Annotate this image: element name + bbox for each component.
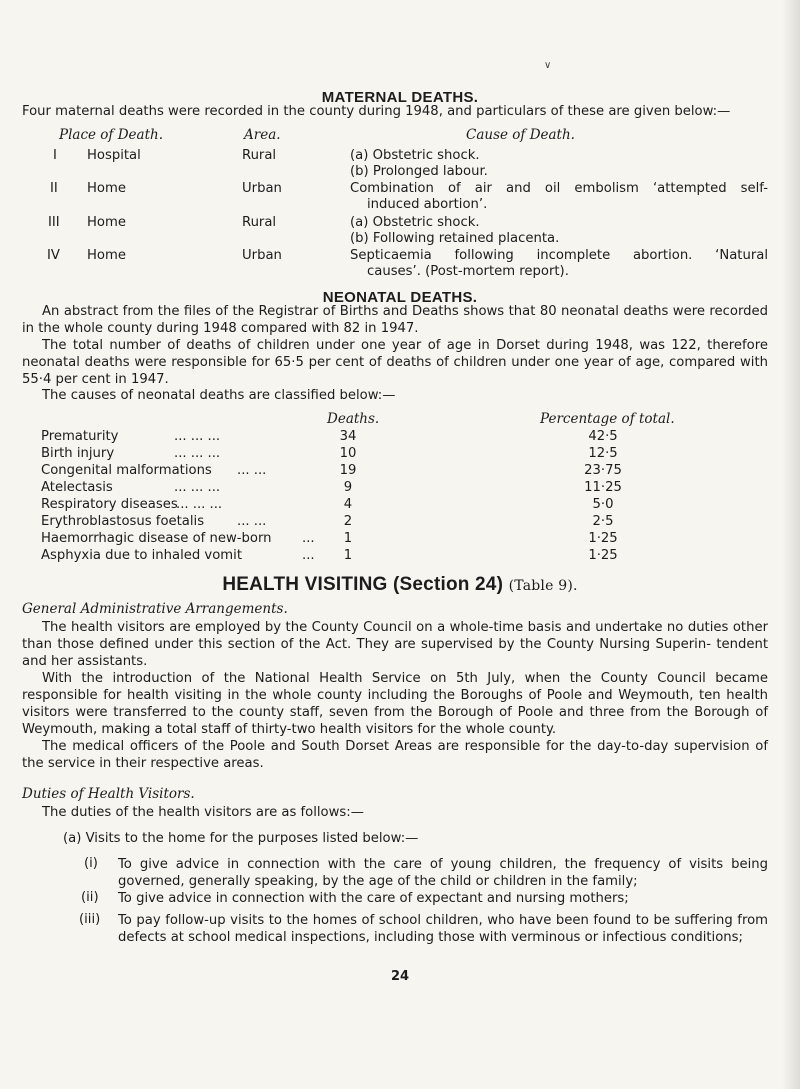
neonatal-percent-value: 5·0 — [592, 497, 614, 512]
header-deaths: Deaths. — [327, 411, 380, 427]
neonatal-percent-value: 11·25 — [584, 480, 622, 495]
maternal-row-area: Rural — [242, 148, 277, 163]
neonatal-percent-value: 23·75 — [584, 463, 622, 478]
leader-dots: ... ... — [237, 463, 267, 478]
neonatal-cause: Respiratory diseases — [41, 497, 178, 512]
maternal-row-cause-line: (b) Prolonged labour. — [350, 164, 488, 179]
maternal-row-num: IV — [47, 248, 60, 263]
health-visiting-title-text: HEALTH VISITING (Section 24) — [222, 574, 504, 595]
duties-heading: Duties of Health Visitors. — [22, 786, 195, 802]
maternal-row-area: Rural — [242, 215, 277, 230]
neonatal-percent-value: 42·5 — [588, 429, 618, 444]
header-place-of-death: Place of Death. — [59, 127, 163, 143]
maternal-row-cause-line: (a) Obstetric shock. — [350, 215, 480, 230]
stray-mark: ∨ — [544, 60, 552, 71]
neonatal-deaths-value: 4 — [343, 497, 353, 512]
neonatal-percent-value: 2·5 — [592, 514, 614, 529]
health-visiting-para-3: The medical officers of the Poole and South Dorset Areas are responsible for the day-to-day supervision of the service in their respective areas. — [22, 739, 768, 771]
neonatal-percent-value: 1·25 — [588, 531, 618, 546]
neonatal-deaths-value: 19 — [339, 463, 357, 478]
leader-dots: ... ... ... — [174, 446, 221, 461]
neonatal-deaths-value: 1 — [343, 531, 353, 546]
maternal-row-cause-line: (a) Obstetric shock. — [350, 148, 480, 163]
general-arrangements-heading: General Administrative Arrangements. — [22, 601, 288, 617]
duties-intro: The duties of the health visitors are as follows:— — [42, 805, 364, 820]
health-visiting-title — [0, 574, 800, 596]
leader-dots: ... ... ... — [176, 497, 223, 512]
header-area: Area. — [244, 127, 281, 143]
maternal-row-cause-line: causes’. (Post-mortem report). — [367, 264, 569, 279]
maternal-row-cause-line: Septicaemia following incomplete abortion. ‘Natural — [350, 248, 768, 263]
duty-subitem-text: To give advice in connection with the care of expectant and nursing mothers; — [118, 891, 629, 906]
maternal-row-area: Urban — [242, 248, 282, 263]
maternal-row-place: Home — [87, 248, 126, 263]
maternal-row-cause-line: Combination of air and oil embolism ‘attempted self- — [350, 181, 768, 196]
leader-dots: ... — [302, 548, 315, 563]
neonatal-para-2: The total number of deaths of children under one year of age in Dorset during 1948, was 122, therefore neonatal deaths were responsible for 65·5 per cent of deaths of children under one year of age, compared with 55·4 per cent in 1947. — [22, 338, 768, 387]
duty-subitem-number: (iii) — [79, 912, 101, 927]
neonatal-percent-value: 1·25 — [588, 548, 618, 563]
neonatal-percent-value: 12·5 — [588, 446, 618, 461]
neonatal-cause: Birth injury — [41, 446, 115, 461]
maternal-row-cause-line: induced abortion’. — [367, 197, 488, 212]
leader-dots: ... ... — [237, 514, 267, 529]
health-visiting-para-1: The health visitors are employed by the County Council on a whole-time basis and undertake no duties other than those defined under this section of the Act. They are supervised by the County Nursing Superin- tendent and her assistants. — [22, 620, 768, 669]
neonatal-deaths-value: 10 — [339, 446, 357, 461]
neonatal-deaths-value: 1 — [343, 548, 353, 563]
maternal-row-num: III — [48, 215, 60, 230]
neonatal-deaths-value: 2 — [343, 514, 353, 529]
duty-subitem-number: (ii) — [81, 890, 99, 905]
maternal-row-num: I — [53, 148, 57, 163]
neonatal-deaths-title: NEONATAL DEATHS. — [322, 289, 478, 306]
neonatal-deaths-value: 9 — [343, 480, 353, 495]
neonatal-cause: Prematurity — [41, 429, 119, 444]
neonatal-deaths-value: 34 — [339, 429, 357, 444]
health-visiting-table-ref: (Table 9). — [508, 578, 578, 594]
neonatal-cause: Erythroblastosus foetalis — [41, 514, 205, 529]
leader-dots: ... ... ... — [174, 480, 221, 495]
maternal-row-place: Hospital — [87, 148, 141, 163]
maternal-row-area: Urban — [242, 181, 282, 196]
maternal-row-num: II — [50, 181, 58, 196]
header-percentage: Percentage of total. — [540, 411, 675, 427]
header-cause-of-death: Cause of Death. — [466, 127, 575, 143]
duty-subitem-number: (i) — [84, 856, 98, 871]
health-visiting-para-2: With the introduction of the National Health Service on 5th July, when the County Council became responsible for health visiting in the whole county including the Boroughs of Poole and Weymouth, ten health visitors were transferred to the county staff, seven from the Borough of Poole and three from the Borough of Weymouth, making a total staff of thirty-two health visitors for the whole county. — [22, 671, 768, 737]
page-edge-shadow — [782, 0, 800, 1089]
page-number: 24 — [390, 969, 410, 984]
duty-subitem-text: To give advice in connection with the care of young children, the frequency of visits being governed, generally speaking, by the age of the child or children in the family; — [118, 857, 768, 889]
duty-item-a: (a) Visits to the home for the purposes listed below:— — [63, 831, 419, 846]
maternal-row-cause-line: (b) Following retained placenta. — [350, 231, 560, 246]
leader-dots: ... — [302, 531, 315, 546]
maternal-deaths-title: MATERNAL DEATHS. — [321, 89, 479, 106]
neonatal-cause: Congenital malformations — [41, 463, 212, 478]
neonatal-para-1: An abstract from the files of the Registrar of Births and Deaths shows that 80 neonatal deaths were recorded in the whole county during 1948 compared with 82 in 1947. — [22, 304, 768, 336]
maternal-row-place: Home — [87, 181, 126, 196]
leader-dots: ... ... ... — [174, 429, 221, 444]
duty-subitem-text: To pay follow-up visits to the homes of school children, who have been found to be suffering from defects at school medical inspections, including those with verminous or infectious conditions; — [118, 913, 768, 945]
maternal-row-place: Home — [87, 215, 126, 230]
neonatal-cause: Asphyxia due to inhaled vomit — [41, 548, 242, 563]
maternal-intro: Four maternal deaths were recorded in the county during 1948, and particulars of these are given below:— — [22, 104, 731, 119]
neonatal-cause: Haemorrhagic disease of new-born — [41, 531, 272, 546]
neonatal-para-3: The causes of neonatal deaths are classified below:— — [42, 388, 396, 403]
neonatal-cause: Atelectasis — [41, 480, 113, 495]
